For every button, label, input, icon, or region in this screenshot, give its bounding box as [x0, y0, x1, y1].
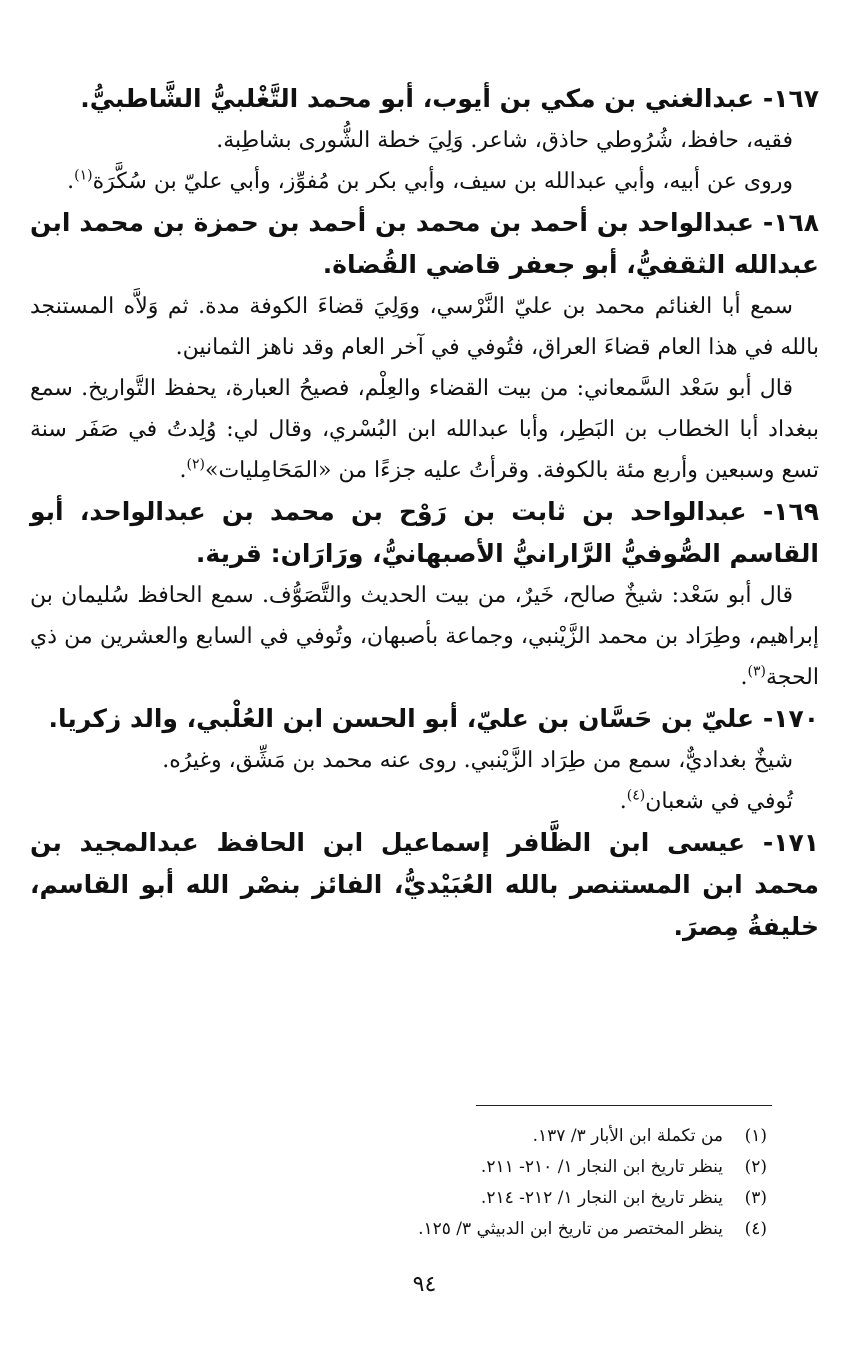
entry-paragraph — [30, 286, 819, 368]
entry-167 — [30, 78, 819, 202]
entry-paragraph — [30, 368, 819, 491]
entry-paragraph — [30, 161, 819, 202]
entry-heading: ١٧٠- عليّ بن حَسَّان بن عليّ، أبو الحسن ابن العُلْبي، والد زكريا. — [48, 704, 819, 733]
paragraph-text: تُوفي في شعبان — [645, 789, 793, 814]
footnote-ref[interactable]: (١) — [74, 167, 93, 184]
entry-heading: ١٧١- عيسى ابن الظَّافر إسماعيل ابن الحافظ عبدالمجيد بن محمد ابن المستنصر بالله العُبَيْديُّ، الفائز بنصْر الله أبو القاسم، خليفةُ مِصرَ. — [30, 828, 819, 941]
entry-paragraph — [30, 575, 819, 698]
paragraph-text: قال أبو سَعْد السَّمعاني: من بيت القضاء والعِلْم، فصيحُ العبارة، يحفظ التَّواريخ. سمع ببغداد أبا الخطاب بن البَطِر، وأبا عبدالله ابن البُسْري، وقال لي: وُلِدتُ في صَفَر سنة تسع وسبعين وأربع مئة بالكوفة. وقرأتُ عليه جزءًا من «المَحَامِليات» — [30, 376, 819, 483]
entry-heading: ١٦٩- عبدالواحد بن ثابت بن رَوْح بن محمد بن عبدالواحد، أبو القاسم الصُّوفيُّ الرَّارانيُّ الأصبهانيُّ، ورَارَان: قرية. — [30, 497, 819, 568]
footnote-text: ينظر تاريخ ابن النجار ١/ ٢١٢- ٢١٤. — [480, 1188, 723, 1208]
paragraph-tail: . — [67, 169, 75, 194]
footnote-text: من تكملة ابن الأبار ٣/ ١٣٧. — [532, 1126, 723, 1146]
footnote-number: (٢) — [744, 1157, 767, 1177]
footnote — [40, 1121, 767, 1152]
footnote — [40, 1183, 767, 1214]
footnote-number: (٤) — [744, 1219, 767, 1239]
footnote — [40, 1214, 767, 1245]
entry-169 — [30, 491, 819, 698]
paragraph-tail: . — [740, 665, 748, 690]
page-body — [30, 78, 819, 948]
entry-paragraph — [30, 120, 819, 161]
footnotes — [40, 1121, 767, 1245]
paragraph-text: شيخٌ بغداديٌّ، سمع من طِرَاد الزَّيْنبي. روى عنه محمد بن مَشِّق، وغيرُه. — [162, 748, 793, 773]
entry-170 — [30, 698, 819, 822]
footnote-ref[interactable]: (٣) — [747, 663, 766, 680]
entry-168 — [30, 202, 819, 491]
footnote-ref[interactable]: (٤) — [626, 787, 646, 804]
footnote-ref[interactable]: (٢) — [186, 456, 205, 473]
paragraph-text: وروى عن أبيه، وأبي عبدالله بن سيف، وأبي بكر بن مُفوِّز، وأبي عليّ بن سُكَّرَة — [92, 169, 793, 194]
entry-heading: ١٦٨- عبدالواحد بن أحمد بن محمد بن أحمد بن حمزة بن محمد ابن عبدالله الثقفيُّ، أبو جعفر قاضي القُضاة. — [30, 208, 819, 279]
footnote — [40, 1152, 767, 1183]
footnote-divider — [476, 1105, 772, 1106]
paragraph-text: قال أبو سَعْد: شيخٌ صالح، خَيرٌ، من بيت الحديث والتَّصَوُّف. سمع الحافظ سُليمان بن إبراهيم، وطِرَاد بن محمد الزَّيْنبي، وجماعة بأصبهان، وتُوفي في السابع والعشرين من ذي الحجة — [30, 583, 819, 690]
entry-paragraph — [30, 740, 819, 781]
footnote-text: ينظر المختصر من تاريخ ابن الدبيثي ٣/ ١٢٥. — [418, 1219, 723, 1239]
paragraph-tail: . — [619, 789, 627, 814]
footnote-text: ينظر تاريخ ابن النجار ١/ ٢١٠- ٢١١. — [480, 1157, 723, 1177]
entry-171 — [30, 822, 819, 948]
entry-heading: ١٦٧- عبدالغني بن مكي بن أيوب، أبو محمد التَّغْلبيُّ الشَّاطبيُّ. — [80, 84, 819, 113]
entry-paragraph — [30, 781, 819, 822]
page-number: ٩٤ — [412, 1272, 437, 1297]
paragraph-text: سمع أبا الغنائم محمد بن عليّ النَّرْسي، ووَلِيَ قضاءَ الكوفة مدة. ثم وَلاَّه المستنجد بالله في هذا العام قضاءَ العراق، فتُوفي في آخر العام وقد ناهز الثمانين. — [30, 294, 819, 360]
paragraph-text: فقيه، حافظ، شُرُوطي حاذق، شاعر. وَلِيَ خطة الشُّورى بشاطِبة. — [216, 128, 793, 153]
paragraph-tail: . — [179, 458, 187, 483]
footnote-number: (١) — [744, 1126, 767, 1146]
footnote-number: (٣) — [744, 1188, 767, 1208]
